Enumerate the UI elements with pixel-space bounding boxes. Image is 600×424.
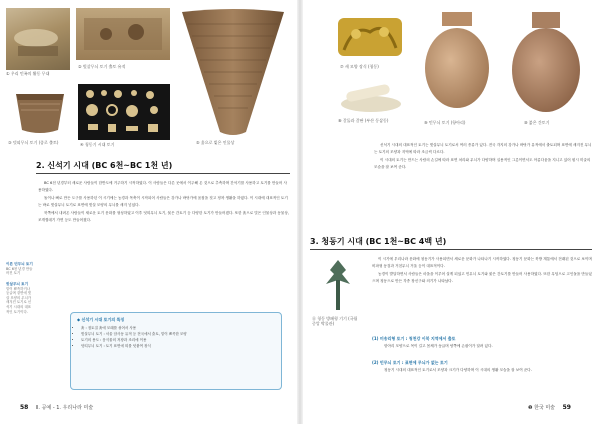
list-item: • 덧띠무늬 토기 : 토기 표면에 띠를 덧붙여 장식 bbox=[81, 343, 275, 349]
subheading-2-text bbox=[378, 367, 592, 376]
chapter-label: ❶ 한국 미술 bbox=[528, 405, 555, 411]
list-item: • 빗살무늬 토기 : 서울 암사동 유적 등 전국에서 출토, 밑이 뾰족한 모양 bbox=[81, 331, 275, 337]
photo-bronze-object bbox=[316, 256, 360, 312]
list-item: • 흙 : 점토질 흙에 모래를 섞어서 사용 bbox=[81, 325, 275, 331]
paragraph: 신석기 시대의 대표적인 토기는 빗살무늬 토기로서 여러 종류가 있다. 전국 각지의 강가나 바닷가 유적에서 출토되며 표면에 새겨진 무늬는 토기의 모양과 지역에 따라 조금씩 다르다. bbox=[374, 143, 592, 154]
caption-4: ④ 청동기 시대 토기 bbox=[80, 142, 115, 147]
list-item: • 토기의 용도 : 음식물의 저장과 조리에 이용 bbox=[81, 337, 275, 343]
paragraph: 이 시기에 우리나라 문화에 청동기가 사용되면서 새로운 문화가 나타나기 시작하였다. 청동기 문화는 북방 계통에서 전래된 것으로 보이며 비파형 동검과 거친무늬 거울 등이 대표적이다. bbox=[372, 257, 592, 268]
section-2-body bbox=[38, 180, 290, 226]
sidenote-2 bbox=[6, 282, 34, 314]
page-number: 58 bbox=[20, 404, 29, 411]
caption-6: ⑦ 새 모양 장식 (청동) bbox=[340, 64, 379, 69]
photo-excavation bbox=[76, 8, 170, 60]
subheading-2: (2) 민무늬 토기 : 표면에 무늬가 없는 토기 bbox=[372, 360, 448, 365]
photo-gold-ornament bbox=[334, 10, 406, 64]
section-label: Ⅱ. 공예 - 1. 우리나라 미술 bbox=[35, 405, 94, 411]
section-3-title: 3. 청동기 시대 (BC 1천~BC 4백 년) bbox=[310, 237, 447, 246]
caption-1: ① 우리 민족의 활동 무대 bbox=[6, 71, 50, 76]
left-footer bbox=[20, 404, 93, 411]
photo-comb-pattern-pot bbox=[176, 8, 290, 138]
photo-round-pot bbox=[420, 8, 494, 118]
photo-tall-pot bbox=[506, 8, 586, 118]
right-top-body bbox=[374, 142, 592, 172]
comb-pattern-pottery bbox=[176, 8, 290, 138]
subheading-1-text bbox=[378, 343, 592, 352]
paragraph: 농경이 발달하면서 사람들은 마을을 이루어 살게 되었고 민무늬 토기와 붉은 간토기를 만들어 사용하였다. 또한 무덤으로 고인돌을 만들었으며 청동으로 만든 각종 장신구와 의기가 나타났다. bbox=[372, 272, 592, 283]
landscape-image bbox=[6, 8, 70, 70]
caption-2: ② 빗살무늬 토기 출토 유적 bbox=[78, 64, 126, 69]
right-page bbox=[302, 0, 600, 424]
paragraph: 이 시대의 토기는 만드는 사람의 손길에 따라 표면 처리와 무늬가 다양하며 실용적인 그릇이면서도 아름다움을 지니고 있어 원시 미술의 모습을 잘 보여 준다. bbox=[374, 158, 591, 169]
page-number: 59 bbox=[562, 404, 571, 411]
photo-pot-small bbox=[12, 90, 68, 136]
photo-landscape bbox=[6, 8, 70, 70]
sidenote-2-text: 밑이 뾰족하거나 둥글며 겉면에 빗살 모양의 무늬가 새겨진 토기로 신석기 시대의 대표적인 토기이다. bbox=[6, 286, 32, 314]
paragraph: BC 6천 년경부터 새로운 사람들이 한반도에 거주하기 시작하였다. 이 사람들은 다른 곳에서 이주해 온 것으로 추측하며 간석기를 사용하고 토기를 만들어 사용하였다. bbox=[38, 181, 287, 192]
paragraph: 청동기 시대의 대표적인 토기로서 모양과 크기가 다양하며 이 시대의 생활 모습을 잘 보여 준다. bbox=[384, 368, 532, 372]
info-box-title: ◆ 신석기 시대 토기의 특징 bbox=[77, 317, 125, 322]
photo-grinding-stone bbox=[336, 80, 406, 116]
paragraph: 돌이나 뼈로 만든 도구를 사용하던 이 시기에는 농경과 목축이 시작되어 사람들은 강가나 바닷가에 움집을 짓고 정착 생활을 하였다. 이 시대에 대표적인 토기는 바로 빗살무늬 토기로 표면에 빗살 모양의 무늬를 새겨 넣었다. bbox=[38, 196, 288, 207]
left-page bbox=[0, 0, 298, 424]
section-3-body bbox=[372, 256, 592, 286]
caption-8: ⑨ 민무늬 토기 (항아리) bbox=[424, 120, 466, 125]
section-2-rule bbox=[36, 173, 290, 174]
caption-9: ⑩ 붉은 간토기 bbox=[524, 120, 550, 125]
caption-10: ⑪ 청동 방패형 기기 (국립 중앙 박물관) bbox=[312, 316, 358, 326]
caption-5: ⑤ 흙으로 빚은 인물상 bbox=[196, 140, 235, 145]
paragraph: 항아리 모양으로 목이 길고 몸체가 둥글며 양쪽에 손잡이가 달려 있다. bbox=[384, 344, 493, 348]
sidenote-1 bbox=[6, 262, 34, 276]
section-3-rule bbox=[310, 249, 592, 250]
sidenote-1-title: 이른 민무늬 토기 bbox=[6, 262, 33, 266]
caption-7: ⑧ 갈돌과 갈판 (부산 동삼동) bbox=[338, 118, 389, 123]
sidenote-2-title: 빗살무늬 토기 bbox=[6, 282, 29, 286]
info-box-list bbox=[71, 325, 281, 349]
photo-ornaments bbox=[78, 84, 170, 140]
section-2-title: 2. 신석기 시대 (BC 6천~BC 1천 년) bbox=[36, 161, 173, 170]
right-footer bbox=[528, 404, 571, 411]
sidenote-1-text: BC 6천 년경 만들어진 토기 bbox=[6, 266, 33, 276]
info-box bbox=[70, 312, 282, 390]
paragraph: 북쪽에서 내려온 사람들이 새로운 토기 문화를 형성하였고 이후 덧띠무늬 토기, 붉은 간토기 등 다양한 토기가 만들어졌다. 또한 흙으로 빚은 인물상과 동물상, 조개껍데기 가면 등도 만들어졌다. bbox=[38, 211, 289, 222]
caption-3: ③ 덧띠무늬 토기 (종로 출토) bbox=[8, 140, 59, 145]
subheading-1: (1) 미송리형 토기 : 청천강 이북 지역에서 출토 bbox=[372, 336, 456, 341]
